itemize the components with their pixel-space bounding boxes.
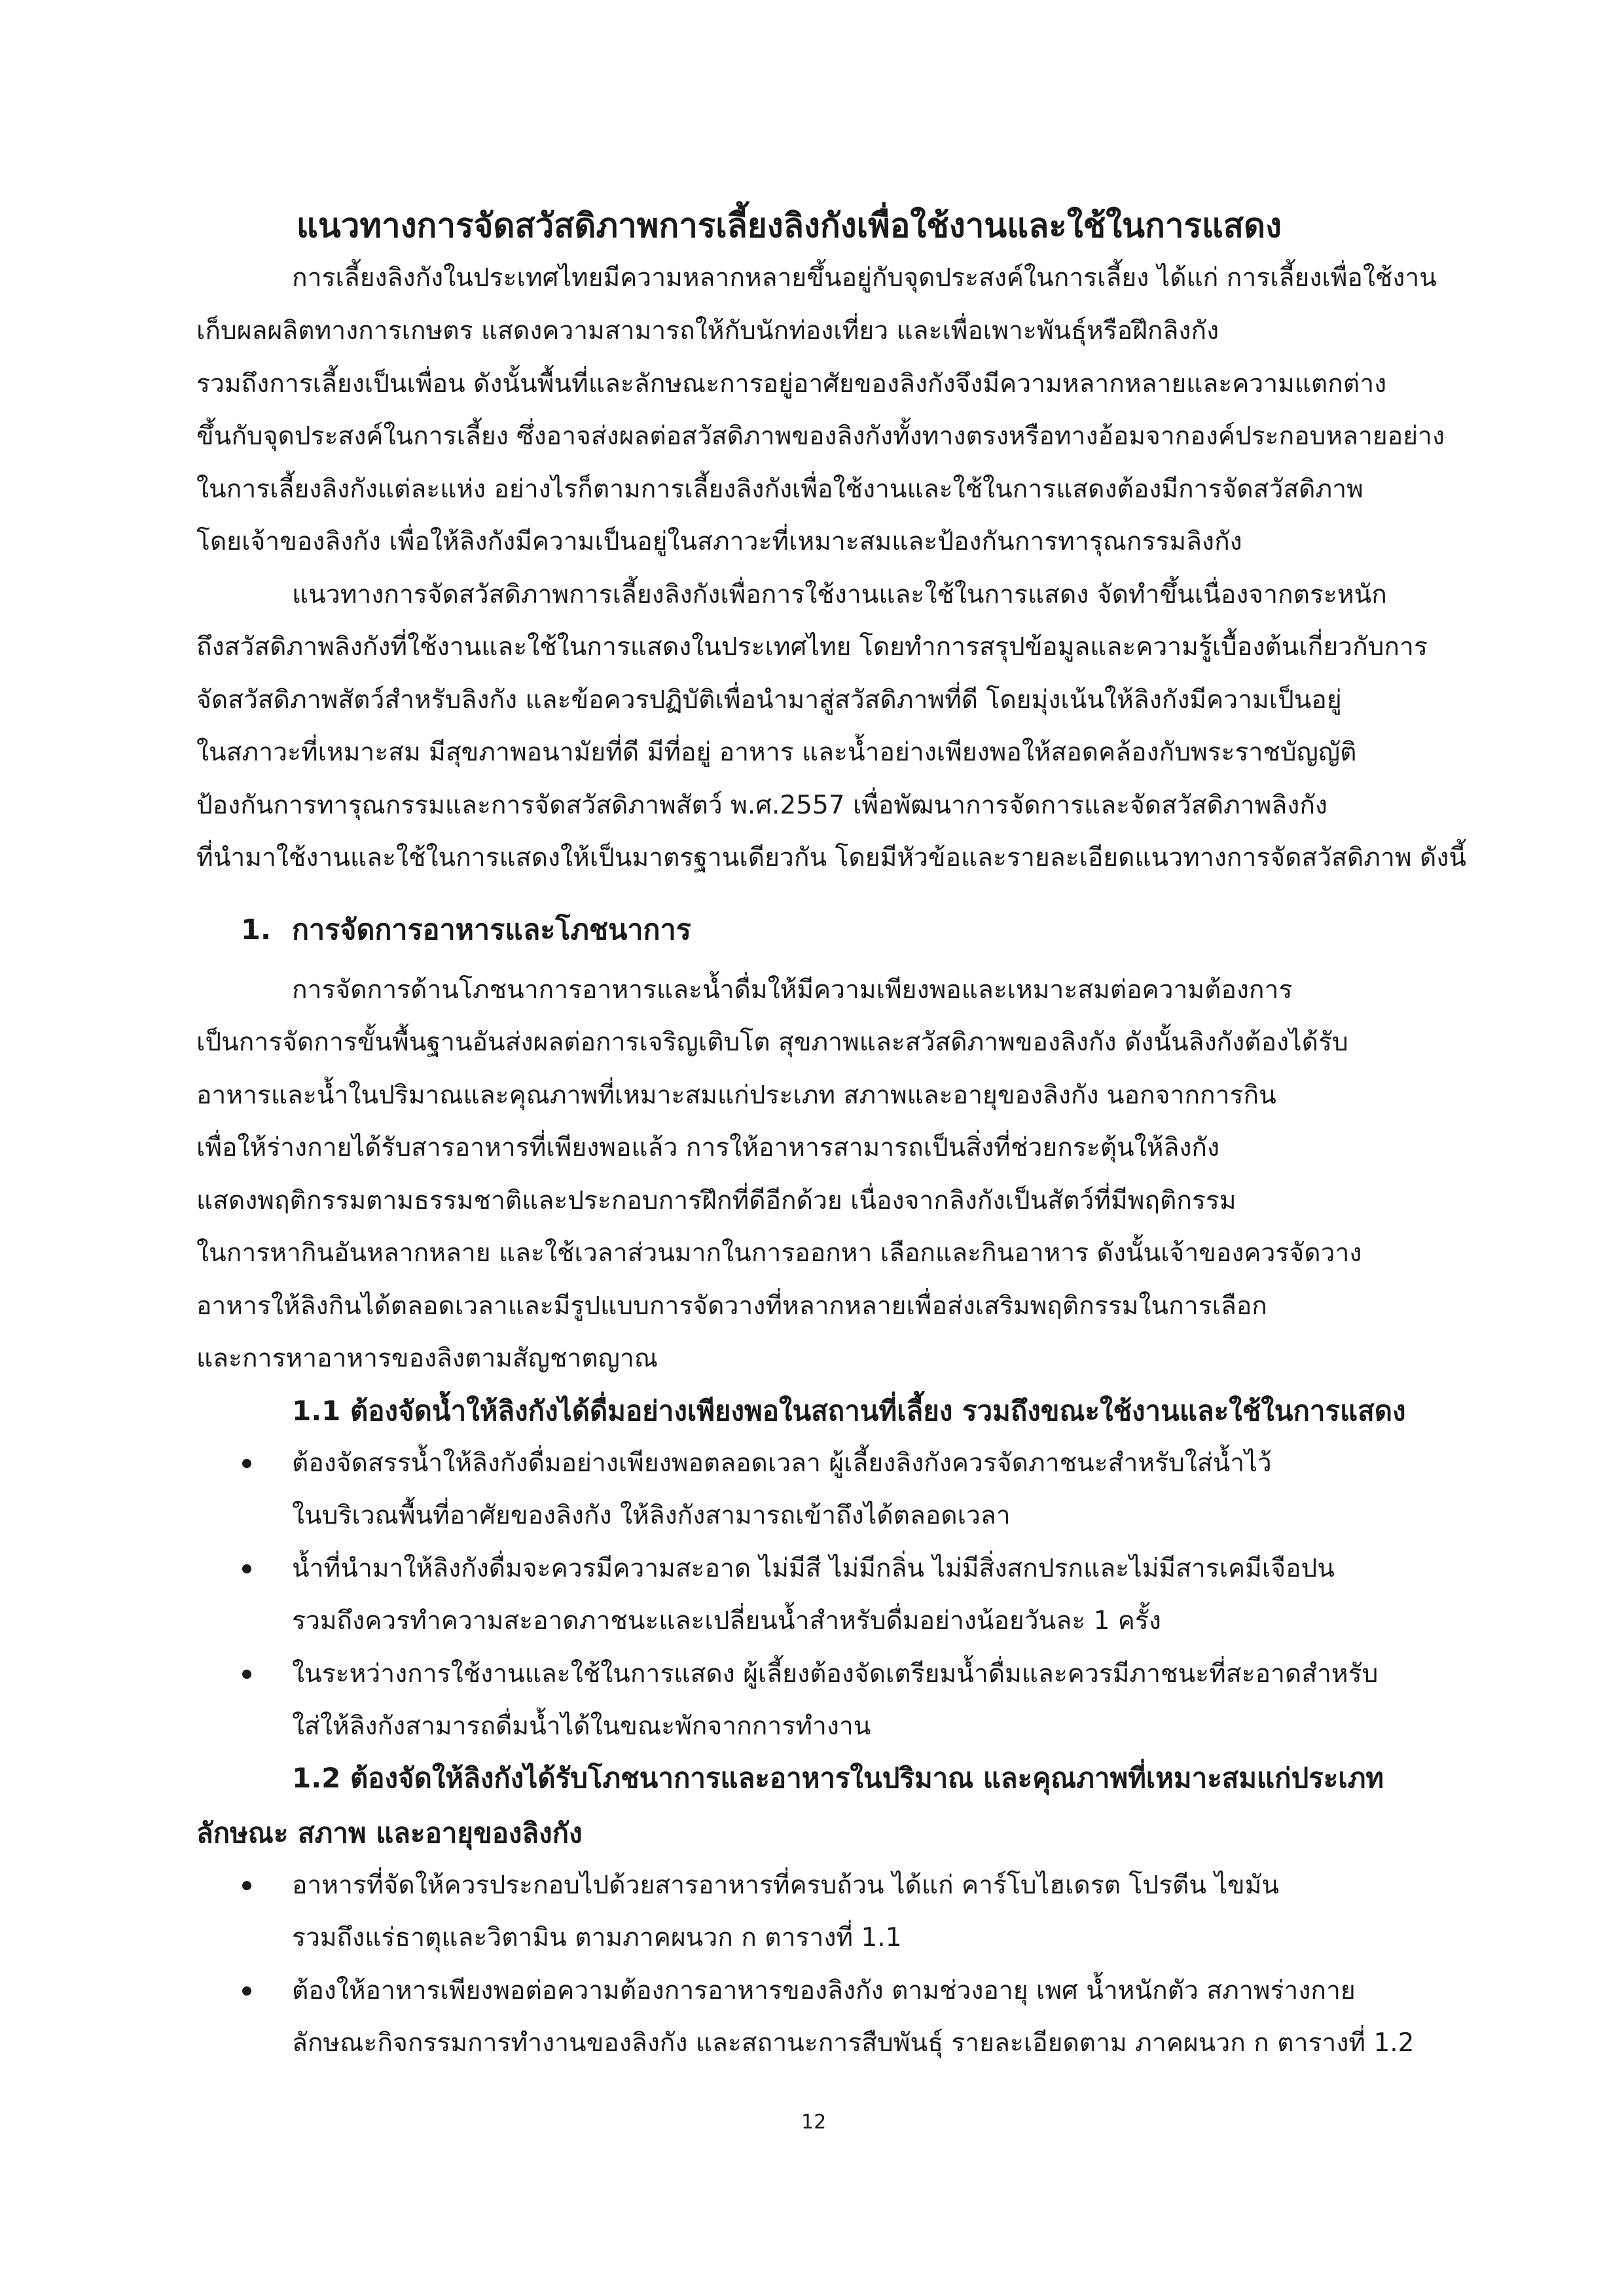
intro-p2-line: ป้องกันการทารุณกรรมและการจัดสวัสดิภาพสัตว์ พ.ศ.2557 เพื่อพัฒนาการจัดการและจัดสวัสดิภาพลิงกัง <box>196 791 1327 820</box>
subsection-1-2-heading: ลักษณะ สภาพ และอายุของลิงกัง <box>196 1817 583 1849</box>
bullet-item-line: ใส่ให้ลิงกังสามารถดื่มน้ำได้ในขณะพักจากการทำงาน <box>292 1712 871 1741</box>
section-1-line: อาหารให้ลิงกินได้ตลอดเวลาและมีรูปแบบการจัดวางที่หลากหลายเพื่อส่งเสริมพฤติกรรมในการเลือก <box>196 1291 1267 1321</box>
bullet-item-line: ต้องให้อาหารเพียงพอต่อความต้องการอาหารของลิงกัง ตามช่วงอายุ เพศ น้ำหนักตัว สภาพร่างกาย <box>292 1976 1356 2005</box>
intro-p1-line: การเลี้ยงลิงกังในประเทศไทยมีความหลากหลายขึ้นอยู่กับจุดประสงค์ในการเลี้ยง ได้แก่ การเลี้ยงเพื่อใช้งาน <box>292 263 1437 293</box>
intro-p1-line: โดยเจ้าของลิงกัง เพื่อให้ลิงกังมีความเป็นอยู่ในสภาวะที่เหมาะสมและป้องกันการทารุณกรรมลิงกัง <box>196 527 1242 556</box>
section-1-line: ในการหากินอันหลากหลาย และใช้เวลาส่วนมากในการออกหา เลือกและกินอาหาร ดังนั้นเจ้าของควรจัดวาง <box>196 1238 1362 1268</box>
bullet-icon <box>242 1881 251 1890</box>
intro-p1-line: รวมถึงการเลี้ยงเป็นเพื่อน ดังนั้นพื้นที่และลักษณะการอยู่อาศัยของลิงกังจึงมีความหลากหลายและความแตกต่าง <box>196 369 1387 399</box>
bullet-item-line: น้ำที่นำมาให้ลิงกังดื่มจะควรมีความสะอาด ไม่มีสี ไม่มีกลิ่น ไม่มีสิ่งสกปรกและไม่มีสารเคมีเจือปน <box>292 1554 1335 1583</box>
intro-p2-line: ในสภาวะที่เหมาะสม มีสุขภาพอนามัยที่ดี มีที่อยู่ อาหาร และน้ำอย่างเพียงพอให้สอดคล้องกับพระราชบัญญัติ <box>196 738 1357 767</box>
intro-p1-line: เก็บผลผลิตทางการเกษตร แสดงความสามารถให้กับนักท่องเที่ยว และเพื่อเพาะพันธุ์หรือฝึกลิงกัง <box>196 316 1219 346</box>
section-1-line: เป็นการจัดการขั้นพื้นฐานอันส่งผลต่อการเจริญเติบโต สุขภาพและสวัสดิภาพของลิงกัง ดังนั้นลิงกังต้องได้รับ <box>196 1028 1348 1057</box>
bullet-item-line: รวมถึงแร่ธาตุและวิตามิน ตามภาคผนวก ก ตารางที่ 1.1 <box>292 1923 902 1952</box>
section-1-line: แสดงพฤติกรรมตามธรรมชาติและประกอบการฝึกที่ดีอีกด้วย เนื่องจากลิงกังเป็นสัตว์ที่มีพฤติกรรม <box>196 1186 1236 1215</box>
page-number: 12 <box>801 2111 827 2134</box>
bullet-item-line: ลักษณะกิจกรรมการทำงานของลิงกัง และสถานะการสืบพันธุ์ รายละเอียดตาม ภาคผนวก ก ตารางที่ 1.2 <box>292 2028 1415 2058</box>
intro-p2-line: จัดสวัสดิภาพสัตว์สำหรับลิงกัง และข้อควรปฏิบัติเพื่อนำมาสู่สวัสดิภาพที่ดี โดยมุ่งเน้นให้ลิงกังมีความเป็นอยู่ <box>196 685 1342 715</box>
bullet-item-line: ในระหว่างการใช้งานและใช้ในการแสดง ผู้เลี้ยงต้องจัดเตรียมน้ำดื่มและควรมีภาชนะที่สะอาดสำหรับ <box>292 1659 1379 1689</box>
bullet-item-line: อาหารที่จัดให้ควรประกอบไปด้วยสารอาหารที่ครบถ้วน ได้แก่ คาร์โบไฮเดรต โปรตีน ไขมัน <box>292 1871 1280 1900</box>
intro-p2-line: ถึงสวัสดิภาพลิงกังที่ใช้งานและใช้ในการแสดงในประเทศไทย โดยทำการสรุปข้อมูลและความรู้เบื้องต้นเกี่ยวกับการ <box>196 632 1428 662</box>
bullet-icon <box>242 1670 251 1679</box>
subsection-1-2-heading: 1.2 ต้องจัดให้ลิงกังได้รับโภชนาการและอาหารในปริมาณ และคุณภาพที่เหมาะสมแก่ประเภท <box>292 1762 1384 1794</box>
section-1-line: อาหารและน้ำในปริมาณและคุณภาพที่เหมาะสมแก่ประเภท สภาพและอายุของลิงกัง นอกจากการกิน <box>196 1081 1276 1110</box>
bullet-icon <box>242 1459 251 1468</box>
section-1-heading: การจัดการอาหารและโภชนาการ <box>292 914 691 946</box>
subsection-1-1-heading: 1.1 ต้องจัดน้ำให้ลิงกังได้ดื่มอย่างเพียงพอในสถานที่เลี้ยง รวมถึงขณะใช้งานและใช้ในการแสดง <box>292 1395 1406 1427</box>
bullet-item-line: ในบริเวณพื้นที่อาศัยของลิงกัง ให้ลิงกังสามารถเข้าถึงได้ตลอดเวลา <box>292 1501 1011 1530</box>
page-title: แนวทางการจัดสวัสดิภาพการเลี้ยงลิงกังเพื่อใช้งานและใช้ในการแสดง <box>297 207 1282 245</box>
bullet-icon <box>242 1564 251 1573</box>
intro-p2-line: ที่นำมาใช้งานและใช้ในการแสดงให้เป็นมาตรฐานเดียวกัน โดยมีหัวข้อและรายละเอียดแนวทางการจัดสวัสดิภาพ ดังนี้ <box>196 843 1467 872</box>
bullet-item-line: ต้องจัดสรรน้ำให้ลิงกังดื่มอย่างเพียงพอตลอดเวลา ผู้เลี้ยงลิงกังควรจัดภาชนะสำหรับใส่น้ำไว้ <box>292 1448 1272 1478</box>
section-1-line: การจัดการด้านโภชนาการอาหารและน้ำดื่มให้มีความเพียงพอและเหมาะสมต่อความต้องการ <box>292 975 1293 1005</box>
bullet-item-line: รวมถึงควรทำความสะอาดภาชนะและเปลี่ยนน้ำสำหรับดื่มอย่างน้อยวันละ 1 ครั้ง <box>292 1606 1161 1636</box>
section-1-line: เพื่อให้ร่างกายได้รับสารอาหารที่เพียงพอแล้ว การให้อาหารสามารถเป็นสิ่งที่ช่วยกระตุ้นให้ลิงกัง <box>196 1133 1220 1162</box>
intro-p2-line: แนวทางการจัดสวัสดิภาพการเลี้ยงลิงกังเพื่อการใช้งานและใช้ในการแสดง จัดทำขึ้นเนื่องจากตระหนัก <box>292 580 1387 609</box>
section-1-line: และการหาอาหารของลิงตามสัญชาตญาณ <box>196 1344 658 1373</box>
intro-p1-line: ขึ้นกับจุดประสงค์ในการเลี้ยง ซึ่งอาจส่งผลต่อสวัสดิภาพของลิงกังทั้งทางตรงหรือทางอ้อมจากองค์ประกอบหลายอย่าง <box>196 422 1445 451</box>
section-1-number: 1. <box>241 914 272 946</box>
intro-p1-line: ในการเลี้ยงลิงกังแต่ละแห่ง อย่างไรก็ตามการเลี้ยงลิงกังเพื่อใช้งานและใช้ในการแสดงต้องมีการจัดสวัสดิภาพ <box>196 475 1363 504</box>
bullet-icon <box>242 1986 251 1996</box>
